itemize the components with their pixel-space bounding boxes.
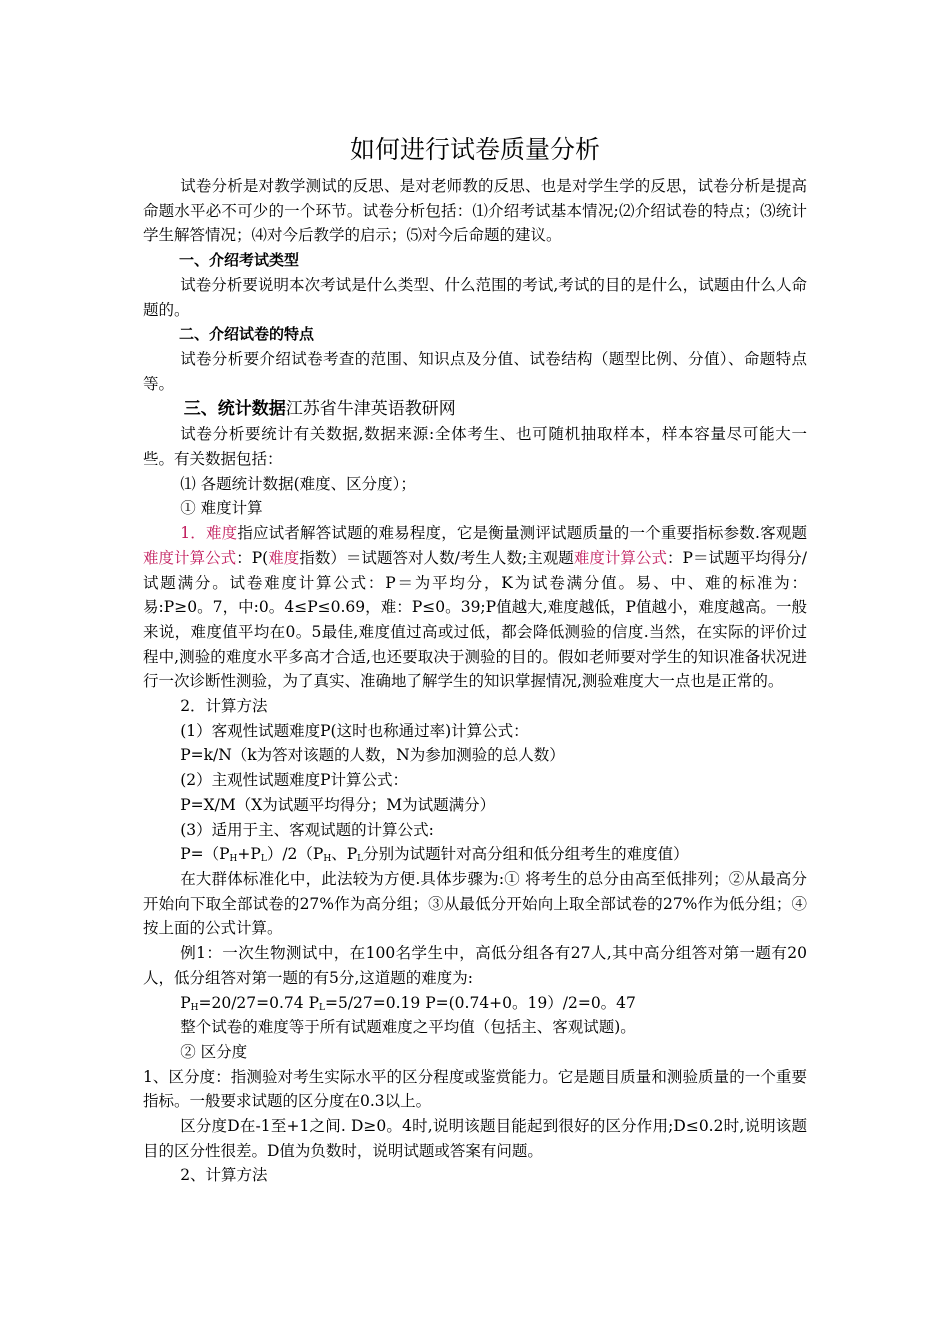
formula-part: ）/2（P (266, 845, 324, 864)
method-heading: 2．计算方法 (180, 697, 268, 716)
calc-part: =5/27=0.19 P=(0.74+0。19）/2=0。47 (324, 993, 636, 1012)
definition-text-3: 指数）＝试题答对人数/考生人数;主观题 (299, 548, 574, 567)
formula-subscript: L (357, 854, 364, 865)
calc-subscript: L (319, 1002, 325, 1013)
section-3-heading (143, 396, 807, 422)
section-2-heading: 二、介绍试卷的特点 (179, 325, 315, 344)
method-1-formula: P=k/N（k为答对该题的人数，N为参加测验的总人数） (180, 746, 565, 765)
method-2: (2）主观性试题难度P计算公式： (180, 771, 409, 790)
difficulty-term: 难度 (205, 524, 238, 543)
section-3-heading-suffix: 江苏省牛津英语教研网 (285, 399, 456, 420)
difficulty-term-2: 难度 (268, 548, 300, 567)
calc-subscript: H (190, 1002, 199, 1013)
method-3-formula (143, 842, 807, 867)
formula-part: +P (237, 845, 261, 864)
discrimination-method-heading: 2、计算方法 (180, 1166, 268, 1185)
section-2-body: 试卷分析要介绍试卷考查的范围、知识点及分值、试卷结构（题型比例、分值）、命题特点等。 (143, 349, 807, 393)
section-3-body: 试卷分析要统计有关数据,数据来源:全体考生、也可随机抽取样本，样本容量尽可能大一些。有关数据包括： (143, 425, 807, 469)
steps-paragraph: 在大群体标准化中，此法较为方便.具体步骤为:① 将考生的总分由高至低排列；②从最高分开始向下取全部试卷的27%作为高分组；③从最低分开始向上取全部试卷的27%作为低分组；④按上面的公式计算。 (143, 869, 807, 938)
document-content (143, 132, 807, 1188)
definition-number: 1． (180, 524, 206, 543)
section-1-body: 试卷分析要说明本次考试是什么类型、什么范围的考试,考试的目的是什么，试题由什么人命题的。 (143, 275, 807, 319)
difficulty-subheading: ① 难度计算 (180, 499, 263, 518)
formula-subscript: L (260, 854, 267, 865)
page-title: 如何进行试卷质量分析 (349, 135, 600, 164)
example-calculation (143, 991, 807, 1016)
formula-subscript: H (323, 854, 332, 865)
method-2-formula: P=X/M（X为试题平均得分；M为试题满分） (180, 795, 496, 814)
discrimination-definition: 1、区分度：指测验对考生实际水平的区分程度或鉴赏能力。它是题目质量和测验质量的一个重要指标。一般要求试题的区分度在0.3以上。 (143, 1067, 807, 1111)
formula-subscript: H (229, 854, 238, 865)
section-3-heading-text: 三、统计数据 (183, 399, 286, 420)
difficulty-formula-term-1: 难度计算公式 (143, 548, 237, 567)
formula-part: 分别为试题针对高分组和低分组考生的难度值） (363, 845, 689, 864)
discrimination-subheading: ② 区分度 (180, 1042, 248, 1061)
definition-text-1: 指应试者解答试题的难易程度，它是衡量测评试题质量的一个重要指标参数.客观题 (237, 524, 807, 543)
difficulty-formula-term-2: 难度计算公式 (573, 548, 668, 567)
method-1: (1）客观性试题难度P(这时也称通过率)计算公式： (180, 721, 529, 740)
item-1: ⑴ 各题统计数据(难度、区分度）； (180, 474, 416, 493)
method-3: (3）适用于主、客观试题的计算公式: (180, 820, 434, 839)
calc-part: =20/27=0.74 P (198, 993, 319, 1012)
definition-text-2: ：P( (236, 548, 269, 567)
difficulty-definition (143, 521, 807, 694)
discrimination-range: 区分度D在-1至+1之间. D≥0。4时,说明该题目能起到很好的区分作用;D≤0.2时,说明该题目的区分性很差。D值为负数时，说明试题或答案有问题。 (143, 1117, 807, 1160)
formula-part: P=（P (180, 845, 230, 864)
intro-paragraph: 试卷分析是对教学测试的反思、是对老师教的反思、也是对学生学的反思，试卷分析是提高命题水平必不可少的一个环节。试卷分析包括：⑴介绍考试基本情况;⑵介绍试卷的特点；⑶统计学生解答情况；⑷对今后教学的启示；⑸对今后命题的建议。 (143, 177, 807, 245)
section-1-heading: 一、介绍考试类型 (179, 251, 300, 270)
definition-text-4: ：P＝试题平均得分/试题满分。试卷难度计算公式：P＝为平均分，K为试卷满分值。易、中、难的标准为：易:P≥0。7，中:0。4≤P≤0.69，难：P≤0。39;P值越大,难度越低，P值越小，难度越高。一般来说，难度值平均在0。5最佳,难度值过高或过低，都会降低测验的信度.当然，在实际的评价过程中,测验的难度水平多高才合适,也还要取决于测验的目的。假如老师要对学生的知识准备状况进行一次诊断性测验，为了真实、准确地了解学生的知识掌握情况,测验难度大一点也是正常的。 (143, 548, 807, 691)
calc-part: P (180, 993, 191, 1012)
summary-paragraph: 整个试卷的难度等于所有试题难度之平均值（包括主、客观试题)。 (180, 1018, 636, 1037)
formula-part: 、P (331, 845, 358, 864)
example-paragraph: 例1：一次生物测试中，在100名学生中，高低分组各有27人,其中高分组答对第一题有20人，低分组答对第一题的有5分,这道题的难度为: (143, 944, 807, 987)
